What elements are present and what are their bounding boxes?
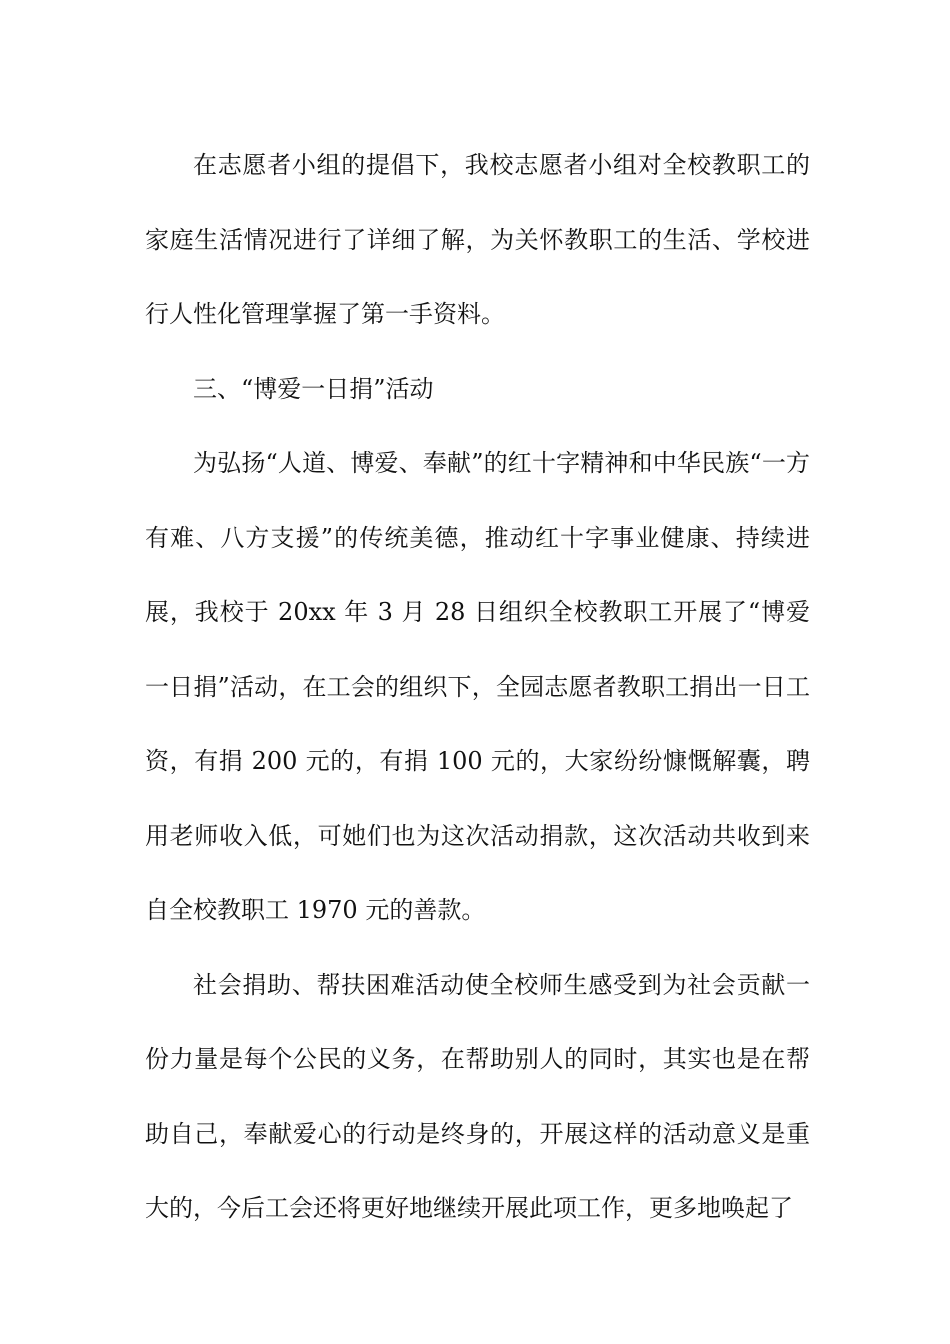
- paragraph-activity-significance: 社会捐助、帮扶困难活动使全校师生感受到为社会贡献一份力量是每个公民的义务，在帮助别人的同时，其实也是在帮助自己，奉献爱心的行动是终身的，开展这样的活动意义是重大的，今后工会还将更好地继续开展此项工作，更多地唤起了: [145, 970, 810, 1222]
- document-body: [145, 128, 810, 1246]
- section-heading-charity-day: 三、“博爱一日捐”活动: [193, 374, 434, 403]
- paragraph-donation-activity: 为弘扬“人道、博爱、奉献”的红十字精神和中华民族“一方有难、八方支援”的传统美德，推动红十字事业健康、持续进展，我校于 20xx 年 3 月 28 日组织全校教职工开展了“博爱一日捐”活动，在工会的组织下，全园志愿者教职工捐出一日工资，有捐 200 元的，有捐 100 元的，大家纷纷慷慨解囊，聘用老师收入低，可她们也为这次活动捐款，这次活动共收到来自全校教职工 1970 元的善款。: [145, 449, 810, 924]
- paragraph-volunteer-survey: 在志愿者小组的提倡下，我校志愿者小组对全校教职工的家庭生活情况进行了详细了解，为关怀教职工的生活、学校进行人性化管理掌握了第一手资料。: [145, 151, 810, 328]
